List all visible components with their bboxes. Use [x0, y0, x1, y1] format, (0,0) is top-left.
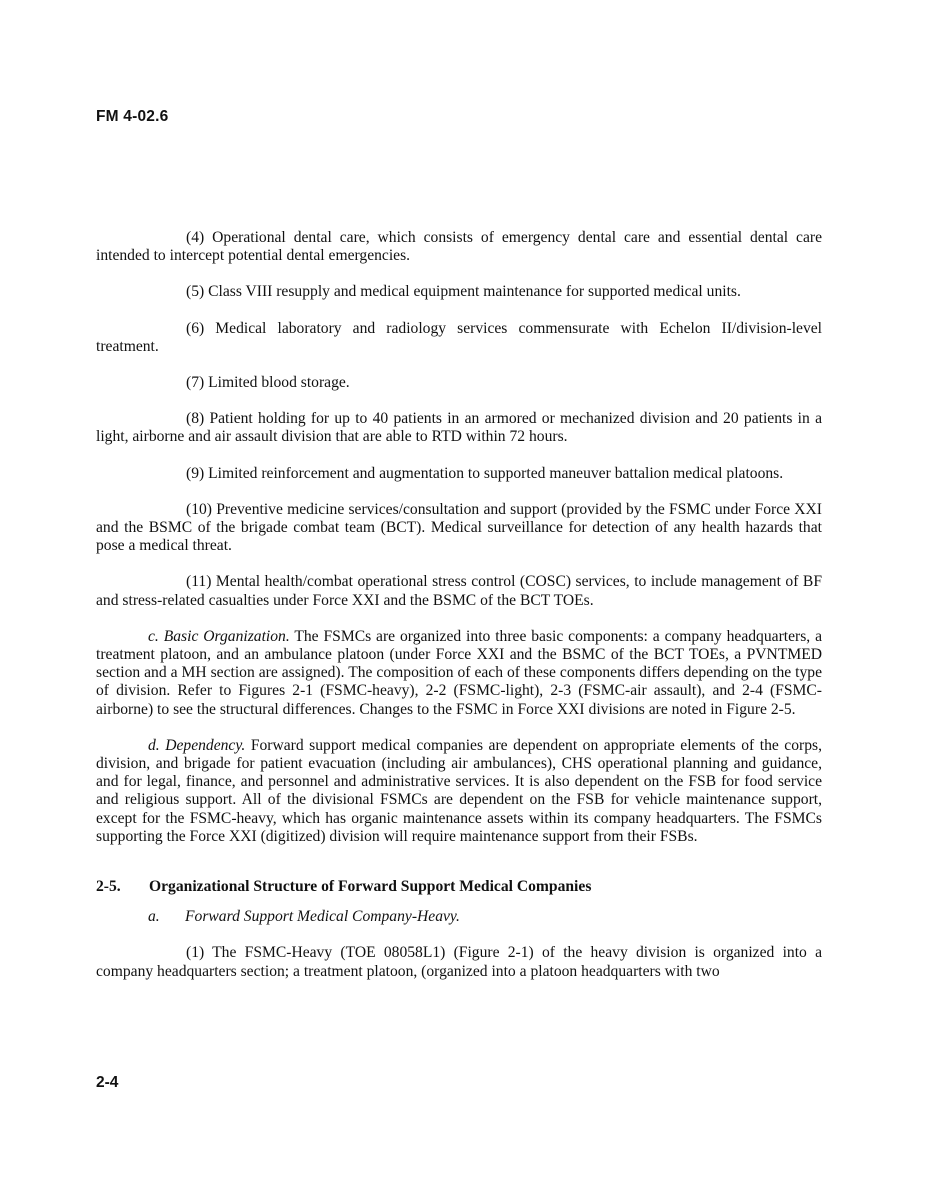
subsection-letter: c. — [148, 627, 159, 645]
item-label: (1) — [186, 944, 205, 962]
section-heading — [96, 878, 822, 896]
item-text: The FSMC-Heavy (TOE 08058L1) (Figure 2-1) of the heavy division is organized into a company headquarters section; a treatment platoon, (organized into a platoon headquarters with two — [96, 944, 822, 980]
list-item — [96, 283, 822, 301]
subsection-heading — [96, 908, 822, 926]
subsection-letter: d. — [148, 736, 160, 754]
item-label: (9) — [186, 464, 205, 482]
list-item — [96, 320, 822, 356]
subsection-text: The FSMCs are organized into three basic components: a company headquarters, a treatment platoon, and an ambulance platoon (under Force XXI and the BSMC of the BCT TOEs, a PVNTMED section and a MH section are assigned). The composition of each of these components differs depending on the type of division. Refer to Figures 2-1 (FSMC-heavy), 2-2 (FSMC-light), 2-3 (FSMC-air assault), and 2-4 (FSMC-airborne) to see the structural differences. Changes to the FSMC in Force XXI divisions are noted in Figure 2-5. — [96, 627, 822, 718]
page-number: 2-4 — [96, 1074, 119, 1091]
item-text: Medical laboratory and radiology services commensurate with Echelon II/division-level treatment. — [96, 319, 822, 355]
item-label: (10) — [186, 500, 212, 518]
item-label: (6) — [186, 319, 205, 337]
section-title: Organizational Structure of Forward Support Medical Companies — [149, 878, 592, 896]
subheading-letter: a. — [148, 908, 160, 926]
subheading-title: Forward Support Medical Company-Heavy. — [185, 908, 460, 926]
item-text: Mental health/combat operational stress control (COSC) services, to include management of BF and stress-related casualties under Force XXI and the BSMC of the BCT TOEs. — [96, 573, 822, 609]
list-item — [96, 501, 822, 556]
page-body — [96, 229, 822, 999]
subsection-title: Dependency. — [165, 736, 246, 754]
section-number: 2-5. — [96, 878, 121, 896]
item-label: (5) — [186, 283, 205, 301]
list-item — [96, 410, 822, 446]
list-item — [96, 465, 822, 483]
item-text: Class VIII resupply and medical equipment maintenance for supported medical units. — [208, 283, 741, 301]
item-label: (8) — [186, 410, 205, 428]
item-text: Limited blood storage. — [208, 374, 350, 392]
item-label: (11) — [186, 573, 212, 591]
manual-header: FM 4-02.6 — [96, 108, 169, 125]
subsection-text: Forward support medical companies are dependent on appropriate elements of the corps, division, and brigade for patient evacuation (including air ambulances), CHS operational planning and guidance, and for legal, finance, and personnel and administrative services. It is also dependent on the FSB for food service and religious support. All of the divisional FSMCs are dependent on the FSB for vehicle maintenance support, except for the FSMC-heavy, which has organic maintenance assets within its company headquarters. The FSMCs supporting the Force XXI (digitized) division will require maintenance support from their FSBs. — [96, 736, 822, 845]
list-item — [96, 573, 822, 609]
item-label: (4) — [186, 229, 205, 246]
subsection-dependency — [96, 737, 822, 846]
list-item — [96, 944, 822, 980]
list-item — [96, 374, 822, 392]
item-text: Operational dental care, which consists of emergency dental care and essential dental care intended to intercept potential dental emergencies. — [96, 229, 822, 265]
item-label: (7) — [186, 374, 205, 392]
item-text: Preventive medicine services/consultation and support (provided by the FSMC under Force XXI and the BSMC of the brigade combat team (BCT). Medical surveillance for detection of any health hazards that pose a medical threat. — [96, 500, 822, 555]
item-text: Limited reinforcement and augmentation to supported maneuver battalion medical platoons. — [208, 464, 784, 482]
subsection-basic-organization — [96, 628, 822, 719]
item-text: Patient holding for up to 40 patients in an armored or mechanized division and 20 patients in a light, airborne and air assault division that are able to RTD within 72 hours. — [96, 410, 822, 446]
subsection-title: Basic Organization. — [163, 627, 290, 645]
list-item — [96, 229, 822, 265]
